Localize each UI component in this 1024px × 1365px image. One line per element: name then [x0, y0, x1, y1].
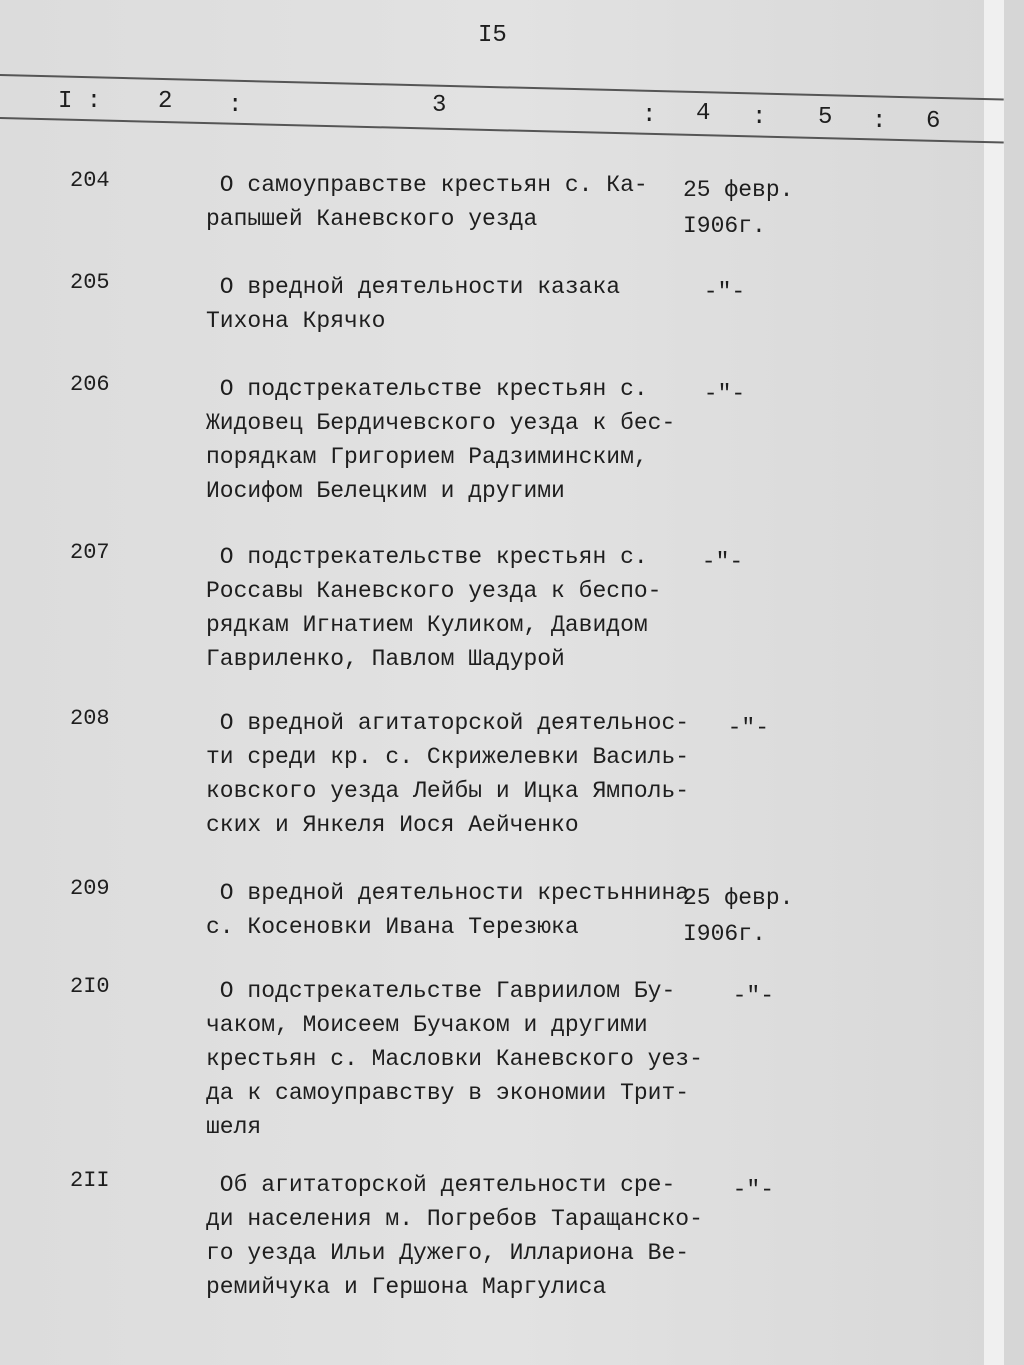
column-separator: :	[228, 92, 243, 119]
description-line: да к самоуправству в экономии Трит-	[206, 1080, 690, 1106]
entry-number: 209	[70, 876, 110, 901]
header-top-rule	[0, 74, 1004, 101]
entry-date	[683, 172, 793, 244]
description-line: О вредной деятельности казака	[206, 274, 621, 300]
column-header-5: 5	[818, 104, 833, 131]
page-number: I5	[478, 22, 507, 49]
header-bottom-rule	[0, 117, 1004, 144]
description-line: О подстрекательстве крестьян с.	[206, 376, 648, 402]
entry-date	[690, 376, 745, 412]
entry-date	[690, 274, 745, 310]
date-line: 25 февр.	[683, 885, 794, 911]
description-line: Иосифом Белецким и другими	[206, 478, 565, 504]
column-header-6: 6	[926, 108, 941, 135]
description-line: Жидовец Бердичевского уезда к бес-	[206, 410, 676, 436]
description-line: ремийчука и Гершона Маргулиса	[206, 1274, 607, 1300]
description-line: с. Косеновки Ивана Терезюка	[206, 914, 579, 940]
entry-date	[700, 710, 769, 746]
description-line: крестьян с. Масловки Каневского уез-	[206, 1046, 703, 1072]
description-line: шеля	[206, 1114, 262, 1140]
entry-number: 207	[70, 540, 110, 565]
column-header-3: 3	[432, 92, 447, 119]
description-line: рядкам Игнатием Куликом, Давидом	[206, 612, 648, 638]
description-line: О подстрекательстве Гавриилом Бу-	[206, 978, 676, 1004]
date-line: I906г.	[683, 213, 766, 239]
entry-date	[688, 544, 743, 580]
description-line: Россавы Каневского уезда к беспо-	[206, 578, 662, 604]
description-line: ских и Янкеля Иося Аейченко	[206, 812, 579, 838]
column-header-1: I :	[58, 88, 102, 115]
description-line: ди населения м. Погребов Таращанско-	[206, 1206, 703, 1232]
column-separator: :	[872, 108, 887, 135]
entry-number: 208	[70, 706, 110, 731]
description-line: О вредной деятельности крестьннина	[206, 880, 690, 906]
entry-description	[206, 974, 703, 1144]
entry-description	[206, 372, 675, 508]
date-line: -"-	[705, 983, 775, 1009]
description-line: О вредной агитаторской деятельнос-	[206, 710, 690, 736]
entry-date	[683, 880, 793, 952]
date-line: -"-	[688, 549, 744, 575]
description-line: ковского уезда Лейбы и Ицка Ямполь-	[206, 778, 690, 804]
entry-description	[206, 168, 648, 236]
date-line: -"-	[705, 1177, 775, 1203]
description-line: Гавриленко, Павлом Шадурой	[206, 646, 565, 672]
column-header-2: 2	[158, 88, 173, 115]
description-line: чаком, Моисеем Бучаком и другими	[206, 1012, 648, 1038]
column-header-4: 4	[696, 100, 711, 127]
description-line: рапышей Каневского уезда	[206, 206, 538, 232]
entry-number: 206	[70, 372, 110, 397]
entry-number: 2I0	[70, 974, 110, 999]
entry-date	[705, 978, 774, 1014]
entry-description	[206, 876, 689, 944]
date-line: -"-	[700, 715, 770, 741]
page-edge	[984, 0, 1004, 1365]
entry-number: 205	[70, 270, 110, 295]
description-line: О самоуправстве крестьян с. Ка-	[206, 172, 648, 198]
entry-number: 2II	[70, 1168, 110, 1193]
entry-description	[206, 270, 620, 338]
entry-description	[206, 540, 661, 676]
column-separator: :	[642, 102, 657, 129]
entry-description	[206, 1168, 703, 1304]
date-line: -"-	[690, 279, 746, 305]
entry-date	[705, 1172, 774, 1208]
description-line: ти среди кр. с. Скрижелевки Василь-	[206, 744, 690, 770]
entry-number: 204	[70, 168, 110, 193]
date-line: -"-	[690, 381, 746, 407]
entry-description	[206, 706, 689, 842]
description-line: порядкам Григорием Радзиминским,	[206, 444, 648, 470]
description-line: Об агитаторской деятельности сре-	[206, 1172, 676, 1198]
description-line: Тихона Крячко	[206, 308, 386, 334]
description-line: О подстрекательстве крестьян с.	[206, 544, 648, 570]
date-line: I906г.	[683, 921, 766, 947]
description-line: го уезда Ильи Дужего, Иллариона Ве-	[206, 1240, 690, 1266]
column-separator: :	[752, 104, 767, 131]
date-line: 25 февр.	[683, 177, 794, 203]
